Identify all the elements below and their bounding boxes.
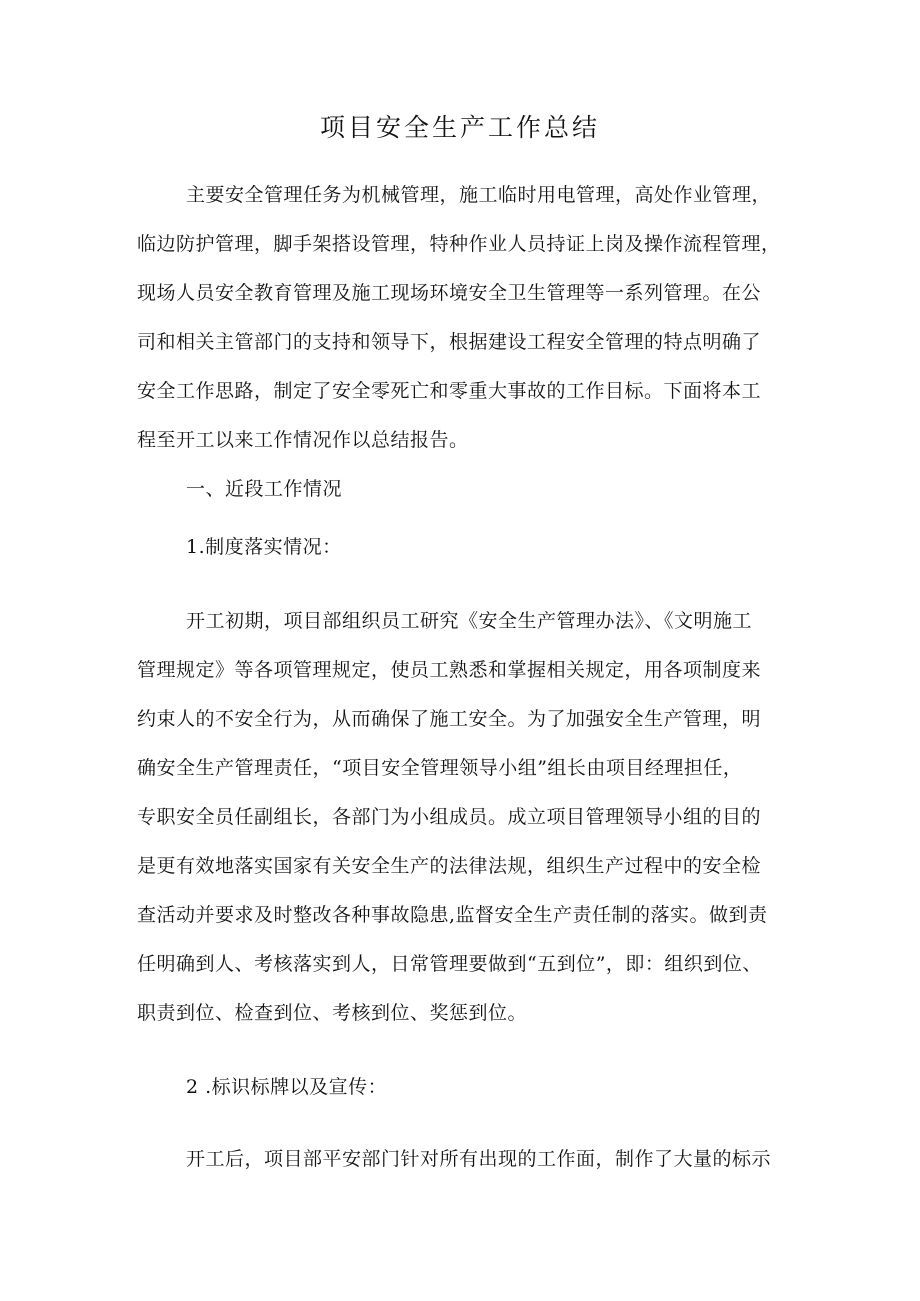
- paragraph-line: 开工初期，项目部组织员工研究《安全生产管理办法》、《文明施工: [186, 610, 753, 632]
- paragraph-line: 约束人的不安全行为，从而确保了施工安全。为了加强安全生产管理，明: [137, 708, 762, 730]
- paragraph-line: 是更有效地落实国家有关安全生产的法律法规，组织生产过程中的安全检: [137, 855, 762, 877]
- paragraph-line: 查活动并要求及时整改各种事故隐患,监督安全生产责任制的落实。做到责: [137, 904, 768, 926]
- document-title: 项目安全生产工作总结: [319, 113, 600, 142]
- intro-line: 程至开工以来工作情况作以总结报告。: [137, 429, 469, 451]
- intro-line: 现场人员安全教育管理及施工现场环境安全卫生管理等一系列管理。在公: [137, 282, 762, 304]
- paragraph-line: 职责到位、检查到位、考核到位、奖惩到位。: [137, 1002, 528, 1024]
- sub-heading: 1.制度落实情况：: [186, 536, 342, 558]
- intro-line: 临边防护管理，脚手架搭设管理，特种作业人员持证上岗及操作流程管理，: [137, 233, 781, 255]
- paragraph-line: 开工后，项目部平安部门针对所有出现的工作面，制作了大量的标示: [186, 1148, 772, 1170]
- section-heading: 一、近段工作情况: [186, 478, 343, 500]
- intro-line: 主要安全管理任务为机械管理，施工临时用电管理，高处作业管理，: [186, 184, 772, 206]
- sub-heading: 2 .标识标牌以及宣传：: [186, 1076, 388, 1098]
- paragraph-line: 任明确到人、考核落实到人，日常管理要做到“五到位”，即：组织到位、: [137, 953, 762, 975]
- intro-line: 安全工作思路，制定了安全零死亡和零重大事故的工作目标。下面将本工: [137, 380, 762, 402]
- intro-line: 司和相关主管部门的支持和领导下，根据建设工程安全管理的特点明确了: [137, 331, 762, 353]
- paragraph-line: 专职安全员任副组长，各部门为小组成员。成立项目管理领导小组的目的: [137, 806, 762, 828]
- paragraph-line: 确安全生产管理责任，“项目安全管理领导小组”组长由项目经理担任，: [137, 757, 743, 779]
- paragraph-line: 管理规定》等各项管理规定，使员工熟悉和掌握相关规定，用各项制度来: [137, 659, 762, 681]
